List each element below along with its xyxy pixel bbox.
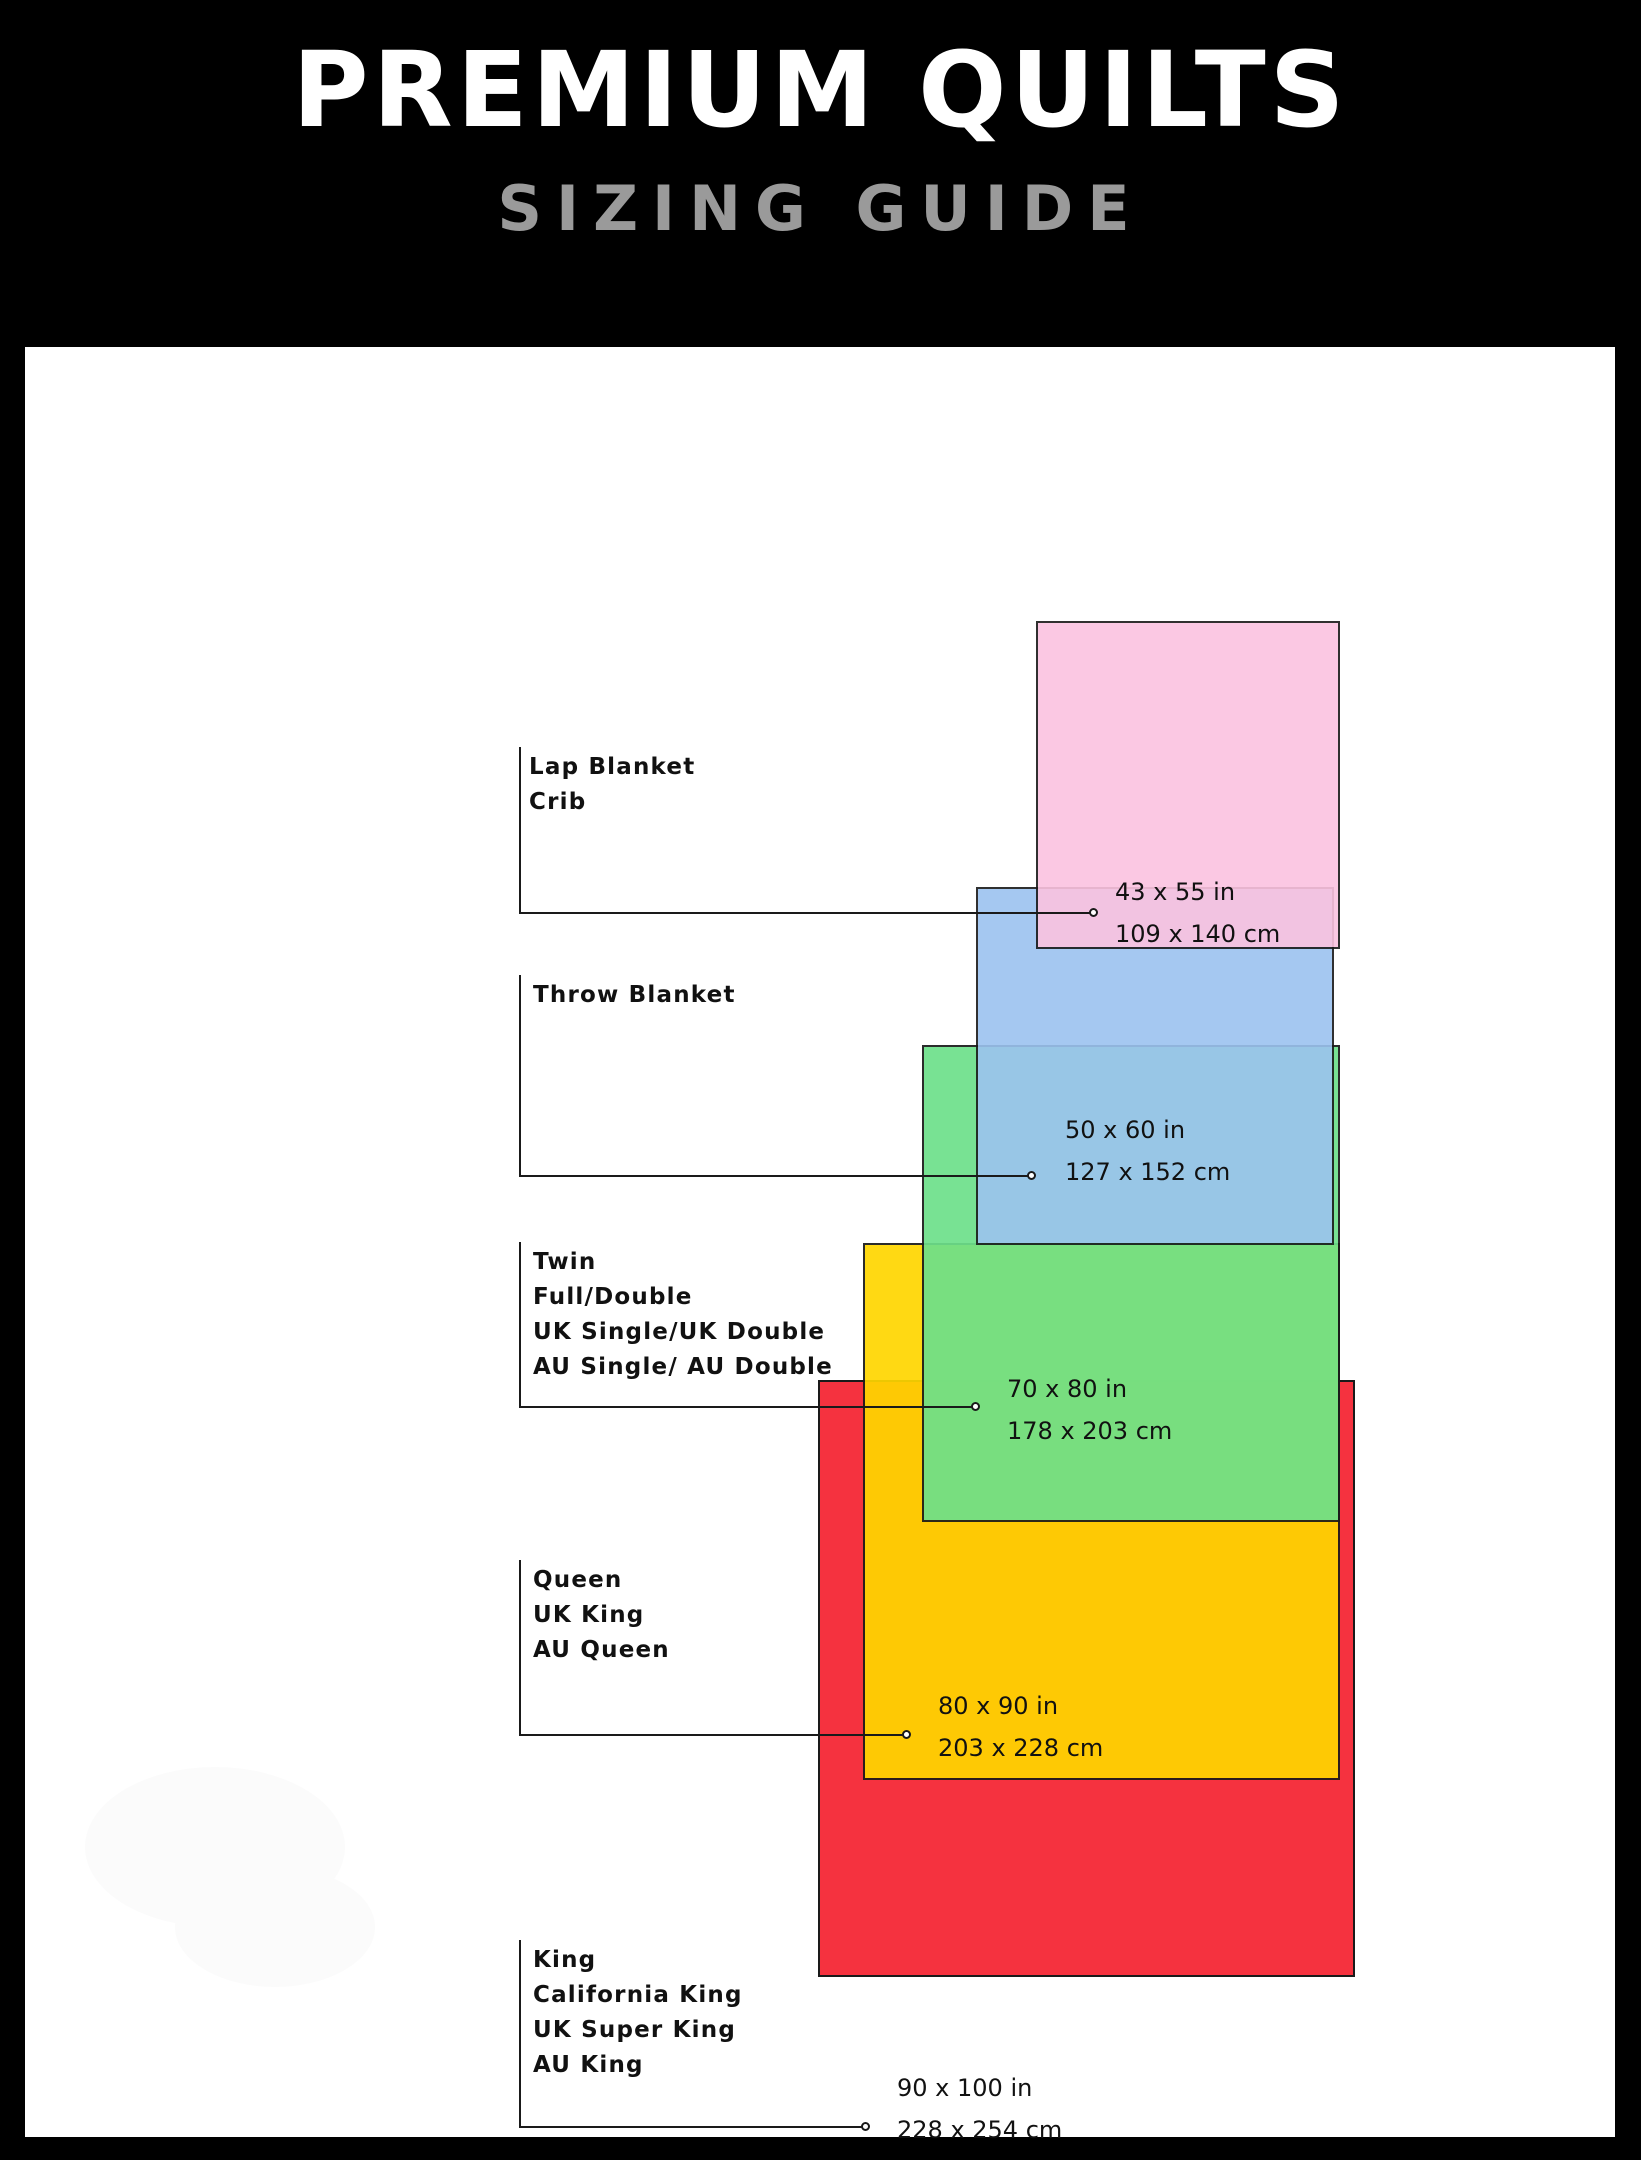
leader-horizontal-twin [519, 1406, 979, 1408]
dimension-lap-blanket [1115, 871, 1280, 955]
page-title: PREMIUM QUILTS [292, 29, 1349, 151]
leader-dot-queen [902, 1730, 911, 1739]
dimension-inches: 50 x 60 in [1065, 1116, 1186, 1144]
dimension-cm: 203 x 228 cm [938, 1734, 1104, 1762]
label-line: Lap Blanket [529, 754, 696, 780]
dimension-inches: 80 x 90 in [938, 1692, 1059, 1720]
label-line: Twin [533, 1249, 597, 1275]
dimension-cm: 228 x 254 cm [897, 2116, 1063, 2144]
size-comparison-chart [25, 347, 1615, 2144]
dimension-queen [938, 1685, 1103, 1769]
leader-vertical-king [519, 1940, 521, 2128]
label-line: AU King [533, 2052, 644, 2078]
label-line: UK King [533, 1602, 645, 1628]
label-line: King [533, 1947, 597, 1973]
label-line: AU Single/ AU Double [533, 1354, 833, 1380]
leader-vertical-twin [519, 1242, 521, 1408]
label-queen [533, 1563, 670, 1668]
leader-vertical-queen [519, 1560, 521, 1736]
dimension-king [897, 2067, 1062, 2151]
label-lap-blanket-crib [529, 750, 695, 820]
leader-dot-throw [1027, 1171, 1036, 1180]
label-line: Throw Blanket [533, 982, 736, 1008]
label-line: AU Queen [533, 1637, 670, 1663]
leader-dot-twin [971, 1402, 980, 1411]
label-line: UK Single/UK Double [533, 1319, 826, 1345]
label-line: California King [533, 1982, 743, 2008]
dimension-inches: 90 x 100 in [897, 2074, 1033, 2102]
leader-vertical-lap [519, 747, 521, 914]
dimension-throw-blanket [1065, 1109, 1230, 1193]
label-line: UK Super King [533, 2017, 737, 2043]
dimension-cm: 127 x 152 cm [1065, 1158, 1231, 1186]
label-king [533, 1943, 743, 2083]
header-banner [0, 0, 1641, 335]
label-line: Crib [529, 789, 587, 815]
dimension-inches: 70 x 80 in [1007, 1375, 1128, 1403]
leader-horizontal-throw [519, 1175, 1035, 1177]
dimension-cm: 109 x 140 cm [1115, 920, 1281, 948]
dimension-inches: 43 x 55 in [1115, 878, 1236, 906]
leader-vertical-throw [519, 975, 521, 1177]
dimension-twin-full [1007, 1368, 1172, 1452]
dimension-cm: 178 x 203 cm [1007, 1417, 1173, 1445]
leader-dot-lap [1089, 908, 1098, 917]
label-line: Full/Double [533, 1284, 693, 1310]
label-line: Queen [533, 1567, 623, 1593]
page-subtitle: SIZING GUIDE [497, 172, 1144, 245]
label-throw-blanket [533, 978, 736, 1013]
label-twin-full [533, 1245, 833, 1385]
leader-horizontal-king [519, 2126, 869, 2128]
leader-horizontal-queen [519, 1734, 910, 1736]
chart-canvas [25, 347, 1615, 2144]
leader-horizontal-lap [519, 912, 1097, 914]
leader-dot-king [861, 2122, 870, 2131]
